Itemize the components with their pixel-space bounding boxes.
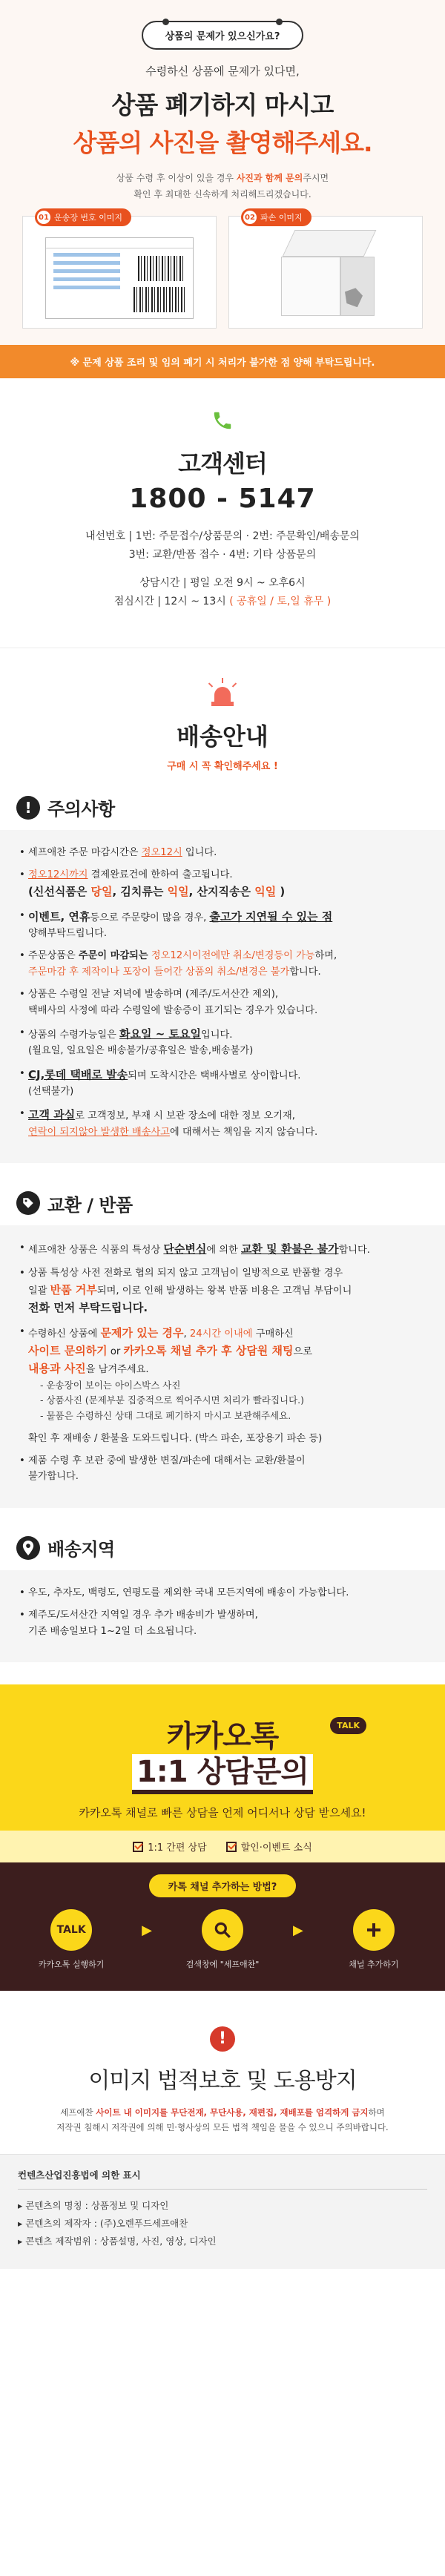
kakao-subtitle: 카카오톡 채널로 빠른 상담을 언제 어디서나 상담 받으세요! bbox=[79, 1805, 366, 1819]
siren-icon bbox=[207, 681, 238, 708]
content-notice-box bbox=[0, 2154, 445, 2269]
extension-info bbox=[0, 527, 445, 564]
customer-center-title: 고객센터 bbox=[178, 449, 267, 478]
checkbox-icon bbox=[226, 1842, 237, 1852]
step-label: 채널 추가하기 bbox=[349, 1959, 399, 1969]
list-item: • 정오12시까지 결제완료건에 한하여 출고됩니다. (신선식품은 당일, 김치류는 익일, 산지직송은 익일 ) bbox=[19, 867, 426, 901]
waybill-label-illustration bbox=[45, 237, 194, 319]
kakao-how-to bbox=[0, 1862, 445, 1991]
area-title: 배송지역 bbox=[47, 1539, 115, 1561]
benefit-item bbox=[226, 1839, 312, 1854]
list-item: • CJ,롯데 택배로 발송되며 도착시간은 택배사별로 상이합니다. (선택불가) bbox=[19, 1066, 426, 1100]
step-add-channel bbox=[326, 1909, 422, 1970]
notice-headline-2: 상품의 사진을 촬영해주세요. bbox=[73, 128, 372, 157]
list-item: • 상품의 수령가능일은 화요일 ~ 토요일입니다. (월요일, 일요일은 배송불가/공휴일은 발송,배송불가) bbox=[19, 1025, 426, 1059]
pill-dot-icon bbox=[162, 19, 169, 25]
damage-photo-example bbox=[228, 213, 423, 329]
example-photo-row bbox=[0, 213, 445, 345]
caution-header bbox=[0, 790, 445, 826]
step-label: 카카오톡 실행하기 bbox=[38, 1959, 105, 1969]
notice-pill-text: 상품의 문제가 있으신가요? bbox=[165, 31, 280, 42]
caution-title: 주의사항 bbox=[47, 799, 115, 820]
how-to-steps bbox=[0, 1909, 445, 1970]
list-item: ▸ 콘텐츠의 명칭 : 상품정보 및 디자인 bbox=[18, 2200, 169, 2212]
holiday-note: ( 공휴일 / 토,일 휴무 ) bbox=[229, 596, 332, 608]
photo-tag-label: 운송장 번호 이미지 bbox=[54, 213, 123, 223]
customer-center-section bbox=[0, 378, 445, 648]
extension-line: 3번: 교환/반품 접수 · 4번: 기타 상품문의 bbox=[128, 548, 317, 561]
desc-text: 확인 후 최대한 신속하게 처리해드리겠습니다. bbox=[134, 188, 312, 200]
barcode-icon bbox=[138, 256, 185, 281]
damaged-box-illustration bbox=[281, 230, 378, 319]
benefit-item bbox=[133, 1839, 206, 1854]
extension-line: 내선번호 | 1번: 주문접수/상품문의 · 2번: 주문확인/배송문의 bbox=[85, 530, 360, 543]
kakao-talk-icon: TALK bbox=[50, 1909, 92, 1951]
caution-section bbox=[0, 790, 445, 1164]
list-item: • 제품 수령 후 보관 중에 발생한 변질/파손에 대해서는 교환/환불이 불가합니다. bbox=[19, 1453, 426, 1485]
exclamation-icon: ! bbox=[210, 2026, 235, 2052]
problem-notice-section bbox=[0, 0, 445, 345]
kakao-benefits bbox=[0, 1831, 445, 1862]
desc-text: 주시면 bbox=[303, 173, 329, 183]
list-item: ▸ 콘텐츠 제작범위 : 상품설명, 사진, 영상, 디자인 bbox=[18, 2235, 217, 2247]
list-item: • 상품 특성상 사전 전화로 협의 되지 않고 고객님이 일방적으로 반품할 경우 일괄 반품 거부되며, 이로 인해 발생하는 왕복 반품 비용은 고객님 부담이니 전화 먼저 부탁드립니다. bbox=[19, 1265, 426, 1317]
location-pin-icon bbox=[16, 1536, 40, 1560]
legal-description: 세프애찬 사이트 내 이미지를 무단전재, 무단사용, 재편집, 재배포를 엄격하게 금지하며 저작권 침해시 저작권에 의해 민·형사상의 모든 법적 책임을 물을 수 있으니 주의바랍니다. bbox=[56, 2106, 389, 2133]
step-search bbox=[174, 1909, 271, 1970]
disposal-warning-bar: ※ 문제 상품 조리 및 임의 폐기 시 처리가 불가한 점 양해 부탁드립니다. bbox=[0, 345, 445, 378]
kakao-consult-section bbox=[0, 1684, 445, 1991]
photo-tag bbox=[35, 208, 131, 226]
list-item: • 우도, 추자도, 백령도, 연평도를 제외한 국내 모든지역에 배송이 가능합니다. bbox=[19, 1585, 426, 1601]
hours-line: 점심시간 | 12시 ~ 13시 bbox=[113, 596, 230, 608]
checkbox-icon bbox=[133, 1842, 143, 1852]
desc-emphasis: 사진과 함께 문의 bbox=[236, 173, 303, 183]
notice-description bbox=[0, 171, 445, 202]
legal-title: 이미지 법적보호 및 도용방지 bbox=[88, 2067, 357, 2094]
tag-icon bbox=[16, 1191, 40, 1215]
arrow-right-icon: ▶ bbox=[142, 1922, 152, 1938]
barcode-icon bbox=[134, 287, 185, 312]
desc-text: 상품 수령 후 이상이 있을 경우 bbox=[116, 173, 237, 183]
list-item: • 세프애찬 상품은 식품의 특성상 단순변심에 의한 교환 및 환불은 불가합니다. bbox=[19, 1240, 426, 1258]
pill-dot-icon bbox=[276, 19, 283, 25]
photo-tag bbox=[241, 208, 312, 226]
list-item: • 세프애찬 주문 마감시간은 정오12시 입니다. bbox=[19, 845, 426, 860]
sub-item: - 운송장이 보이는 아이스박스 사진 bbox=[40, 1379, 181, 1391]
image-legal-section bbox=[0, 1991, 445, 2270]
exchange-header bbox=[0, 1185, 445, 1221]
business-hours bbox=[0, 574, 445, 611]
how-to-pill: 카톡 채널 추가하는 방법? bbox=[149, 1874, 297, 1897]
photo-tag-number: 02 bbox=[243, 211, 257, 224]
plus-icon bbox=[353, 1909, 395, 1951]
list-item: ▸ 콘텐츠의 제작자 : (주)오렌푸드세프애찬 bbox=[18, 2217, 188, 2229]
waybill-photo-example bbox=[22, 213, 217, 329]
step-label: 검색창에 "세프애찬" bbox=[185, 1959, 260, 1969]
notice-headline-1: 상품 폐기하지 마시고 bbox=[111, 90, 334, 119]
benefit-label: 할인·이벤트 소식 bbox=[240, 1842, 312, 1854]
notice-pill bbox=[142, 21, 304, 50]
list-item: 확인 후 재배송 / 환불을 도와드립니다. (박스 파손, 포장용기 파손 등) bbox=[28, 1432, 323, 1444]
kakao-title-highlight: 1:1 상담문의 bbox=[132, 1754, 313, 1794]
list-item: • 제주도/도서산간 지역일 경우 추가 배송비가 발생하며, 기존 배송일보다 1~2일 더 소요됩니다. bbox=[19, 1607, 426, 1639]
list-item: • 수령하신 상품에 문제가 있는 경우, 24시간 이내에 구매하신 사이트 문의하기 or 카카오톡 채널 추가 후 상담원 채팅으로 내용과 사진을 남겨주세요. - 운송장이 보이는 아이스박스 사진 - 상품사진 (문제부분 집중적으로 찍어주시면 처리가 빨라집니다.) - 물품은 수령하신 상태 그대로 폐기하지 마시고 보관해주세요. bbox=[19, 1324, 426, 1424]
list-item: • 주문상품은 주문이 마감되는 정오12시이전에만 취소/변경등이 가능하며, 주문마감 후 제작이나 포장이 들어간 상품의 취소/변경은 불가합니다. bbox=[19, 948, 426, 980]
area-list bbox=[0, 1570, 445, 1662]
exchange-section bbox=[0, 1185, 445, 1508]
customer-center-phone[interactable]: 1800 - 5147 bbox=[129, 484, 316, 515]
step-launch-kakao bbox=[23, 1909, 119, 1970]
sub-item: - 물품은 수령하신 상태 그대로 폐기하지 마시고 보관해주세요. bbox=[40, 1410, 291, 1422]
list-item: • 이벤트, 연휴등으로 주문량이 많을 경우, 출고가 지연될 수 있는 점 양해부탁드립니다. bbox=[19, 908, 426, 942]
exchange-title: 교환 / 반품 bbox=[47, 1194, 133, 1216]
phone-icon bbox=[211, 409, 234, 432]
list-item: • 고객 과실로 고객정보, 부재 시 보관 장소에 대한 정보 오기재, 연락이 되지않아 발생한 배송사고에 대해서는 책임을 지지 않습니다. bbox=[19, 1106, 426, 1140]
exclamation-icon: ! bbox=[16, 796, 40, 820]
photo-tag-number: 01 bbox=[37, 211, 50, 224]
search-icon bbox=[202, 1909, 243, 1951]
delivery-title: 배송안내 bbox=[177, 722, 268, 751]
caution-list bbox=[0, 830, 445, 1164]
delivery-area-section bbox=[0, 1530, 445, 1662]
arrow-right-icon: ▶ bbox=[293, 1922, 303, 1938]
area-header bbox=[0, 1530, 445, 1566]
talk-bubble-icon: TALK bbox=[330, 1717, 366, 1734]
exchange-list bbox=[0, 1225, 445, 1508]
kakao-title-2 bbox=[0, 1754, 445, 1794]
content-notice-heading: 컨텐츠산업진흥법에 의한 표시 bbox=[18, 2168, 427, 2190]
hours-line: 상담시간 | 평일 오전 9시 ~ 오후6시 bbox=[139, 577, 306, 590]
sub-item: - 상품사진 (문제부분 집중적으로 찍어주시면 처리가 빨라집니다.) bbox=[40, 1394, 305, 1406]
delivery-heading-section bbox=[0, 648, 445, 790]
notice-subtitle: 수령하신 상품에 문제가 있다면, bbox=[145, 65, 300, 78]
benefit-label: 1:1 간편 상담 bbox=[148, 1842, 207, 1854]
photo-tag-label: 파손 이미지 bbox=[260, 213, 303, 223]
list-item: • 상품은 수령일 전날 저녁에 발송하며 (제주/도서산간 제외), 택배사의 사정에 따라 수령일에 발송증이 표기되는 경우가 있습니다. bbox=[19, 986, 426, 1018]
delivery-subtitle: 구매 시 꼭 확인해주세요 ! bbox=[167, 760, 278, 772]
kakao-title-1: 카카오톡 bbox=[166, 1719, 279, 1753]
